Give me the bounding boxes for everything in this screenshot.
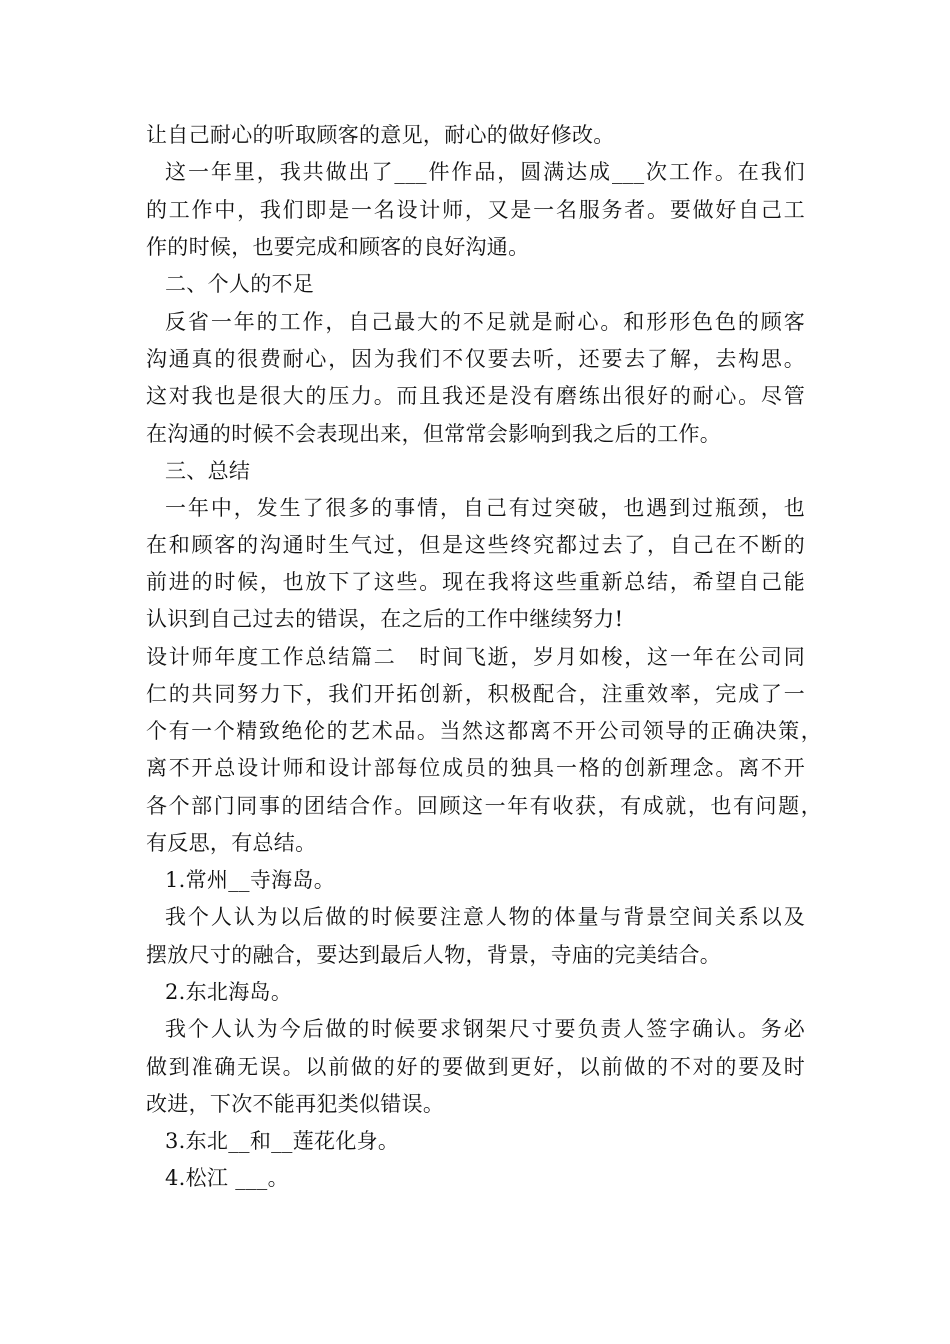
article-title-line: 设计师年度工作总结篇二 时间飞逝，岁月如梭，这一年在公司同 [146,645,805,669]
list-item-heading: 1.常州__寺海岛。 [165,868,336,892]
paragraph-first-line: 我个人认为以后做的时候要注意人物的体量与背景空间关系以及 [165,905,805,929]
body-text-line: 摆放尺寸的融合，要达到最后人物，背景，寺庙的完美结合。 [146,943,722,967]
body-text-line: 在和顾客的沟通时生气过，但是这些终究都过去了，自己在不断的 [146,533,805,557]
body-text-line: 个有一个精致绝伦的艺术品。当然这都离不开公司领导的正确决策， [146,719,822,743]
body-text-line: 这对我也是很大的压力。而且我还是没有磨练出很好的耐心。尽管 [146,384,805,408]
paragraph-first-line: 我个人认为今后做的时候要求钢架尺寸要负责人签字确认。务必 [165,1017,805,1041]
section-heading: 二、个人的不足 [165,272,315,296]
body-text-line: 仁的共同努力下，我们开拓创新，积极配合，注重效率，完成了一 [146,682,805,706]
body-text-line: 的工作中，我们即是一名设计师，又是一名服务者。要做好自己工 [146,198,805,222]
body-text-line: 改进，下次不能再犯类似错误。 [146,1092,445,1116]
body-text-line: 前进的时候，也放下了这些。现在我将这些重新总结，希望自己能 [146,570,805,594]
body-text-line: 在沟通的时候不会表现出来，但常常会影响到我之后的工作。 [146,422,722,446]
paragraph-first-line: 这一年里，我共做出了___件作品，圆满达成___次工作。在我们 [165,160,805,184]
section-heading: 三、总结 [165,459,251,483]
body-text-line: 让自己耐心的听取顾客的意见，耐心的做好修改。 [146,123,615,147]
body-text-line: 做到准确无误。以前做的好的要做到更好，以前做的不对的要及时 [146,1055,805,1079]
body-text-line: 离不开总设计师和设计部每位成员的独具一格的创新理念。离不开 [146,756,805,780]
list-item-heading: 3.东北__和__莲花化身。 [165,1129,400,1153]
list-item-heading: 4.松江 ___。 [165,1166,289,1190]
body-text-line: 认识到自己过去的错误，在之后的工作中继续努力! [146,607,624,631]
list-item-heading: 2.东北海岛。 [165,980,293,1004]
body-text-line: 沟通真的很费耐心，因为我们不仅要去听，还要去了解，去构思。 [146,347,805,371]
body-text-line: 有反思，有总结。 [146,831,317,855]
paragraph-first-line: 反省一年的工作，自己最大的不足就是耐心。和形形色色的顾客 [165,310,805,334]
body-text-line: 各个部门同事的团结合作。回顾这一年有收获，有成就，也有问题， [146,794,822,818]
paragraph-first-line: 一年中，发生了很多的事情，自己有过突破，也遇到过瓶颈，也 [165,496,805,520]
body-text-line: 作的时候，也要完成和顾客的良好沟通。 [146,235,530,259]
